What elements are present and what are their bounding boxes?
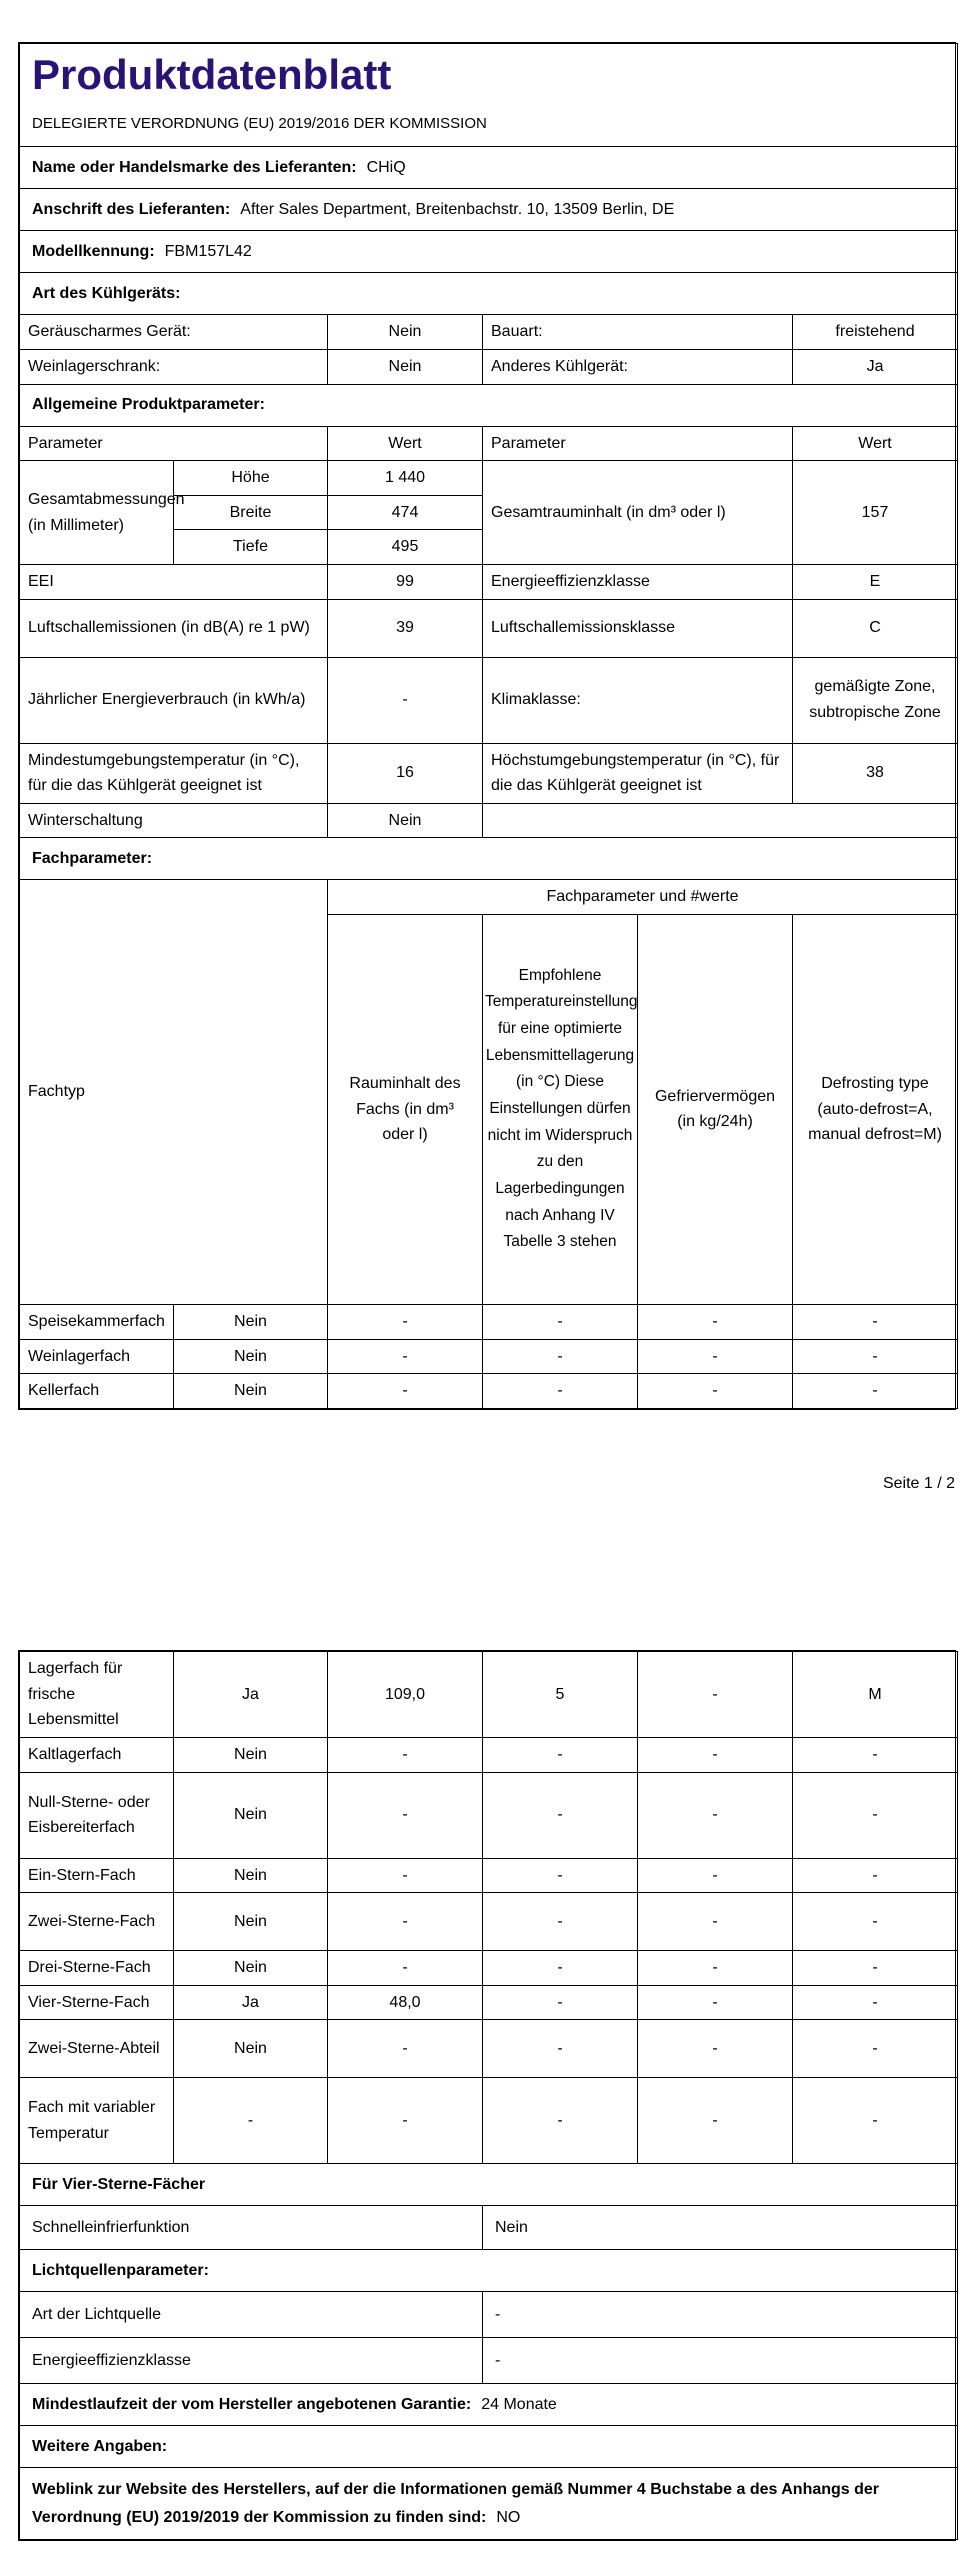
weblink-label: Weblink zur Website des Herstellers, auf der die Informationen gemäß Nummer 4 Buchstabe a des Anhangs der Verordnung (EU) 2019/2019 der Kommission zu finden sind: xyxy=(32,2480,880,2526)
quick-freeze-row: Schnelleinfrierfunktion Nein xyxy=(20,2206,958,2250)
model-value: FBM157L42 xyxy=(164,243,252,261)
dimension-row: Breite 474 xyxy=(20,495,958,530)
appliance-type-row: Geräuscharmes Gerät: Nein Bauart: freistehend xyxy=(20,315,958,350)
appliance-type-row: Weinlagerschrank: Nein Anderes Kühlgerät: Ja xyxy=(20,349,958,384)
appliance-type-heading: Art des Kühlgeräts: xyxy=(20,273,958,315)
warranty-label: Mindestlaufzeit der vom Hersteller angebotenen Garantie: xyxy=(32,2396,472,2414)
volume-value: 157 xyxy=(793,461,958,565)
light-source-row: Energieeffizienzklasse - xyxy=(20,2338,958,2384)
supplier-value: CHiQ xyxy=(366,159,406,177)
compartment-column-headers: Rauminhalt des Fachs (in dm³ oder l) Empfohlene Temperatureinstellung für eine optimierte Lebensmittellagerung (in °C) Diese Einstellungen dürfen nicht im Widerspruch zu den Lagerbedingungen nach Anhang IV Tabelle 3 stehen Gefriervermögen (in kg/24h) Defrosting type (auto-defrost=A, manual defrost=M) xyxy=(20,914,958,1304)
four-star-heading: Für Vier-Sterne-Fächer xyxy=(20,2164,958,2206)
model-label: Modellkennung: xyxy=(32,243,155,261)
address-value: After Sales Department, Breitenbachstr. 10, 13509 Berlin, DE xyxy=(240,201,675,219)
datasheet-table-2 xyxy=(19,1651,958,2540)
volume-label: Gesamtrauminhalt (in dm³ oder l) xyxy=(483,461,793,565)
model-row xyxy=(20,231,958,273)
address-label: Anschrift des Lieferanten: xyxy=(32,201,231,219)
compartment-row: Kaltlagerfach Nein - - - - xyxy=(20,1738,958,1773)
compartments-heading: Fachparameter: xyxy=(20,838,958,880)
general-param-row: EEI 99 Energieeffizienzklasse E xyxy=(20,564,958,599)
general-param-row: Jährlicher Energieverbrauch (in kWh/a) - Klimaklasse: gemäßigte Zone, subtropische Zone xyxy=(20,657,958,743)
compartment-type-header: Fachtyp xyxy=(20,880,328,1305)
dimension-row: Tiefe 495 xyxy=(20,530,958,565)
compartment-row: Lagerfach für frische Lebensmittel Ja 109,0 5 - M xyxy=(20,1652,958,1738)
more-info-heading: Weitere Angaben: xyxy=(20,2426,958,2468)
compartment-row: Vier-Sterne-Fach Ja 48,0 - - - xyxy=(20,1985,958,2020)
general-params-heading: Allgemeine Produktparameter: xyxy=(20,384,958,426)
datasheet-page-2 xyxy=(18,1650,956,2541)
compartment-row: Null-Sterne- oder Eisbereiterfach Nein - - - - xyxy=(20,1772,958,1858)
general-param-row: Luftschallemissionen (in dB(A) re 1 pW) 39 Luftschallemissionsklasse C xyxy=(20,599,958,657)
page-number: Seite 1 / 2 xyxy=(882,1475,955,1492)
warranty-value: 24 Monate xyxy=(481,2396,557,2414)
page-title: Produktdatenblatt xyxy=(32,51,392,98)
compartment-row: Kellerfach Nein - - - - xyxy=(20,1374,958,1409)
supplier-label: Name oder Handelsmarke des Lieferanten: xyxy=(32,159,357,177)
light-source-heading: Lichtquellenparameter: xyxy=(20,2250,958,2292)
datasheet-page-1 xyxy=(18,42,956,1410)
light-source-row: Art der Lichtquelle - xyxy=(20,2292,958,2338)
supplier-row xyxy=(20,147,958,189)
dimension-row: Gesamtabmessungen (in Millimeter) Höhe 1 440 Gesamtrauminhalt (in dm³ oder l) 157 xyxy=(20,461,958,496)
general-param-row: Mindestumgebungstemperatur (in °C), für die das Kühlgerät geeignet ist 16 Höchstumgebungstemperatur (in °C), für die das Kühlgerät geeignet ist 38 xyxy=(20,743,958,803)
regulation-subtitle: DELEGIERTE VERORDNUNG (EU) 2019/2016 DER KOMMISSION xyxy=(32,115,487,133)
compartment-row: Speisekammerfach Nein - - - - xyxy=(20,1304,958,1339)
weblink-row xyxy=(20,2468,958,2540)
compartment-row: Fach mit variabler Temperatur - - - - - xyxy=(20,2078,958,2164)
compartment-row: Zwei-Sterne-Abteil Nein - - - - xyxy=(20,2020,958,2078)
compartment-row: Drei-Sterne-Fach Nein - - - - xyxy=(20,1951,958,1986)
weblink-value: NO xyxy=(496,2508,521,2526)
warranty-row xyxy=(20,2384,958,2426)
address-row xyxy=(20,189,958,231)
compartment-row: Ein-Stern-Fach Nein - - - - xyxy=(20,1858,958,1893)
dimensions-label: Gesamtabmessungen (in Millimeter) xyxy=(20,461,174,565)
compartment-row: Weinlagerfach Nein - - - - xyxy=(20,1339,958,1374)
datasheet-table-1 xyxy=(19,43,958,1409)
general-header-row: Parameter Wert Parameter Wert xyxy=(20,426,958,461)
winter-row: Winterschaltung Nein xyxy=(20,803,958,838)
compartment-row: Zwei-Sterne-Fach Nein - - - - xyxy=(20,1893,958,1951)
compartment-group-header: Fachtyp Fachparameter und #werte xyxy=(20,880,958,915)
